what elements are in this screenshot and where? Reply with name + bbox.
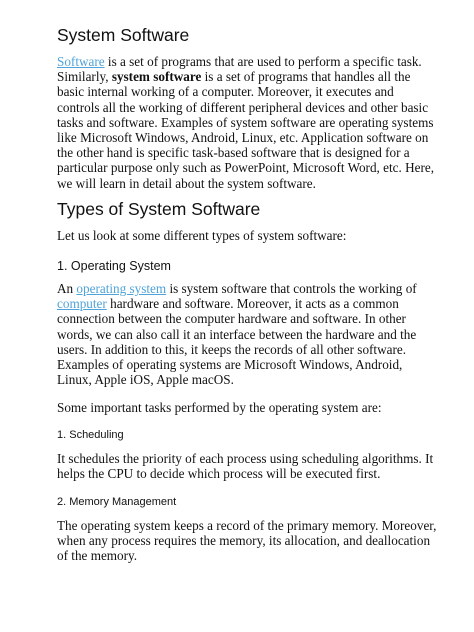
intro-text-2: is a set of programs that handles all the basic internal working of a computer. Moreover, it executes and controls all the working of different peripheral devices and other basic tasks and software. Examples of system software are operating systems like Microsoft Windows, Android, Linux, etc. Application software on the other hand is specific task-based software that is designed for a particular purpose only such as PowerPoint, Microsoft Word, etc. Here, we will learn in detail about the system software. [57,69,435,191]
types-intro: Let us look at some different types of system software: [57,228,347,243]
memory-management-paragraph: The operating system keeps a record of the primary memory. Moreover, when any process requires the memory, its allocation, and deallocation of the memory. [57,518,437,564]
os-text-1: is system software that controls the working of [166,281,417,296]
os-text-0: An [57,281,77,296]
scheduling-paragraph: It schedules the priority of each process using scheduling algorithms. It helps the CPU to decide which process will be executed first. [57,451,434,482]
os-paragraph [57,281,437,387]
memory-management-heading: 2. Memory Management [57,496,177,508]
computer-link[interactable]: computer [57,296,107,312]
os-heading: 1. Operating System [57,259,171,273]
intro-text-1: is a set of programs that are used to perform a specific task. Similarly, [57,54,422,85]
os-text-2: hardware and software. Moreover, it acts as a common connection between the computer hardware and software. In other words, we can also call it an interface between the hardware and the users. In addition to this, it keeps the records of all other software. Examples of operating systems are Microsoft Windows, Android, Linux, Apple iOS, Apple macOS. [57,296,417,388]
intro-paragraph [57,54,437,191]
tasks-intro: Some important tasks performed by the operating system are: [57,400,382,415]
intro-bold-term: system software [111,69,202,85]
page-title: System Software [57,25,190,45]
scheduling-heading: 1. Scheduling [57,429,124,441]
operating-system-link[interactable]: operating system [76,281,167,296]
software-link[interactable]: Software [57,54,105,69]
types-heading: Types of System Software [57,199,261,219]
